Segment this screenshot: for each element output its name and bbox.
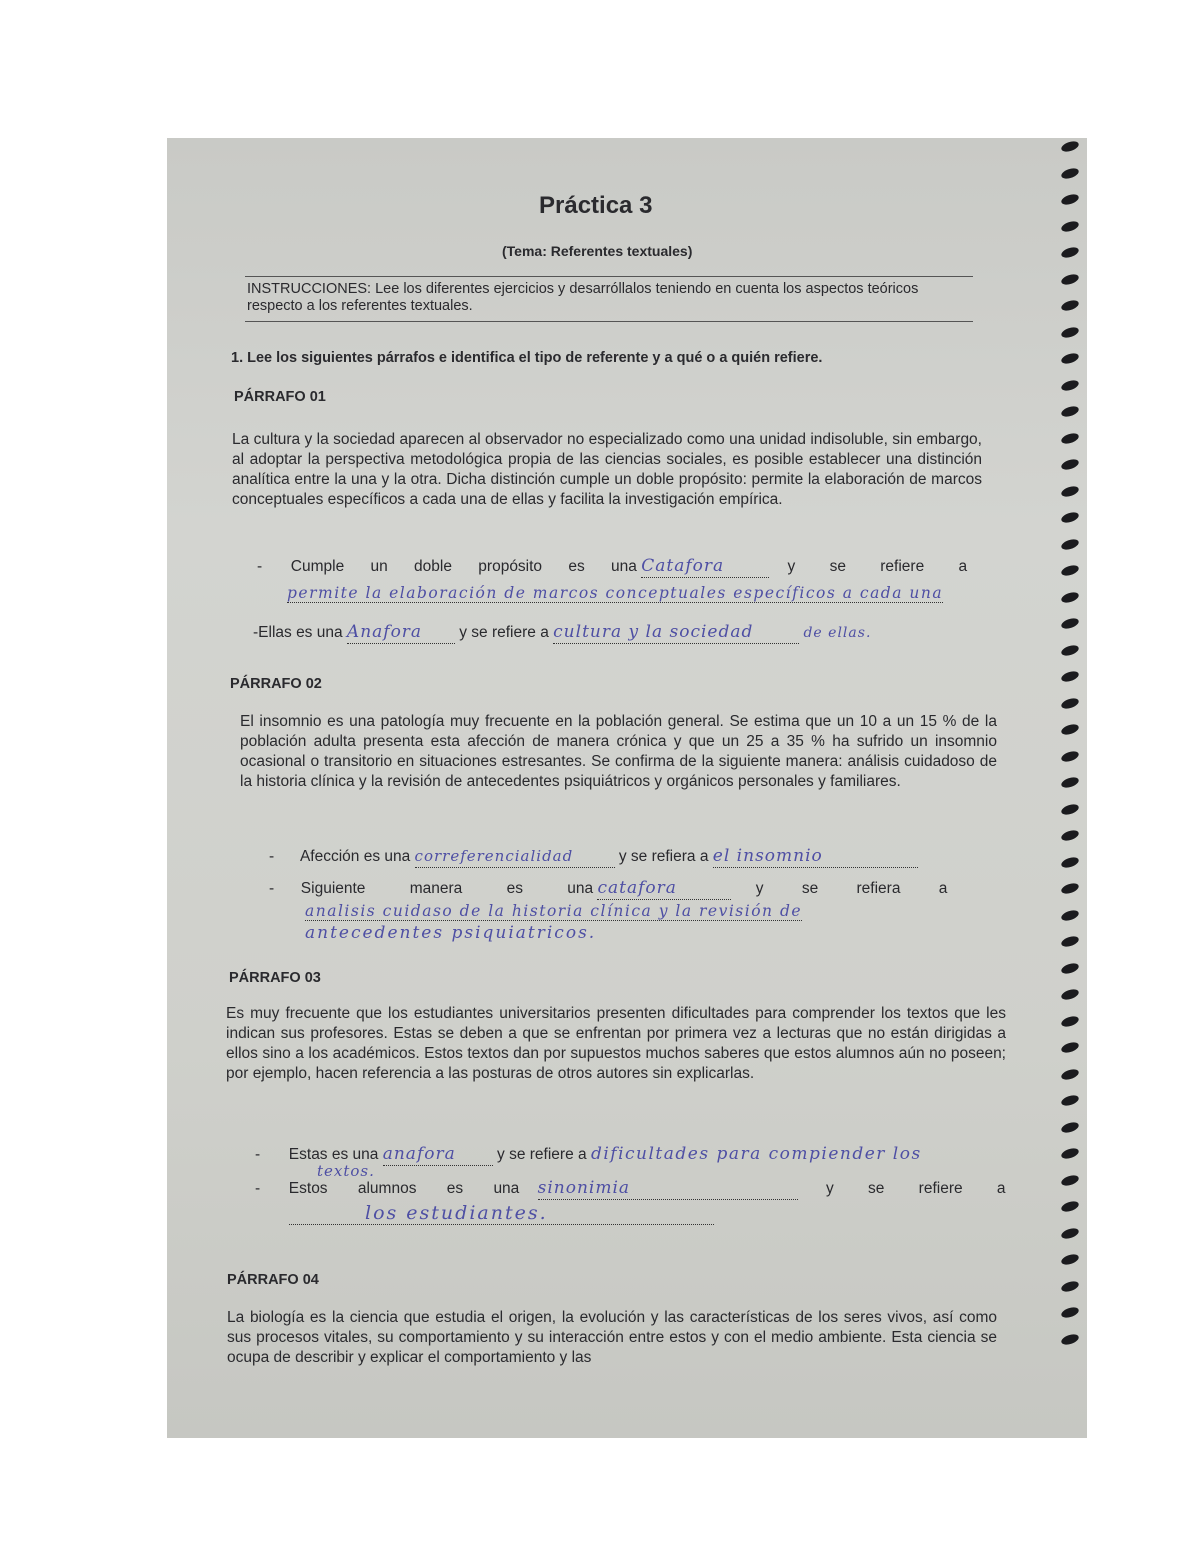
spiral-ring <box>1060 1305 1080 1319</box>
spiral-ring <box>1060 669 1080 683</box>
paragraph-03-heading: PÁRRAFO 03 <box>229 970 321 986</box>
p2-answer-2-mid: y se refiera a <box>755 880 948 897</box>
p1-answer-1 <box>257 556 992 578</box>
p3-answer-1-prefix: Estas es una <box>288 1146 379 1163</box>
paragraph-04-text: La biología es la ciencia que estudia el origen, la evolución y las características de los seres vivos, así como sus procesos vitales, su comportamiento y su interacción entre estos y con el medio ambiente. Esta ciencia se ocupa de describir y explicar el comportamiento y las <box>227 1309 997 1366</box>
spiral-ring <box>1060 590 1080 604</box>
paragraph-03-text: Es muy frecuente que los estudiantes universitarios presenten dificultades para comprender los textos que les indican sus profesores. Estas se deben a que se enfrentan por primera vez a lecturas que no están dirigidas a ellos sino a los académicos. Estos textos dan por supuestos muchos saberes que estos alumnos aún no poseen; por ejemplo, hacen referencia a las posturas de otros autores sin explicarlas. <box>226 1005 1006 1082</box>
p3-answer-2 <box>255 1178 1015 1200</box>
p3-answer-2-type: sinonimia <box>537 1178 631 1198</box>
spiral-ring <box>1060 325 1080 339</box>
spiral-ring <box>1060 775 1080 789</box>
p3-answer-1-type-blank[interactable] <box>383 1144 493 1166</box>
spiral-ring <box>1060 1093 1080 1107</box>
p2-answer-2-ref-blank[interactable] <box>305 902 1005 943</box>
p3-answer-1-ref: dificultades para compiender los <box>590 1144 922 1164</box>
p3-answer-2-prefix: Estos alumnos es una <box>288 1180 520 1197</box>
p1-answer-2-ref-blank[interactable] <box>553 622 799 644</box>
spiral-ring <box>1060 1014 1080 1028</box>
dash-bullet: - <box>257 558 263 575</box>
spiral-binding <box>1045 138 1085 1438</box>
spiral-ring <box>1060 166 1080 180</box>
p2-answer-2-ref: analisis cuidaso de la historia clínica y la revisión de <box>305 902 803 920</box>
spiral-ring <box>1060 245 1080 259</box>
spiral-ring <box>1060 1226 1080 1240</box>
spiral-ring <box>1060 1173 1080 1187</box>
p2-answer-1-type: correferencialidad <box>414 847 574 865</box>
spiral-ring <box>1060 1199 1080 1213</box>
paragraph-04-heading: PÁRRAFO 04 <box>227 1272 319 1288</box>
spiral-ring <box>1060 457 1080 471</box>
p2-answer-1-mid: y se refiera a <box>618 848 709 865</box>
spiral-ring <box>1060 510 1080 524</box>
spiral-ring <box>1060 749 1080 763</box>
spiral-ring <box>1060 1146 1080 1160</box>
p2-answer-1-type-blank[interactable] <box>415 846 615 868</box>
instructions-text: INSTRUCCIONES: Lee los diferentes ejercicios y desarróllalos teniendo en cuenta los aspectos teóricos respecto a los referentes textuales. <box>247 281 919 314</box>
spiral-ring <box>1060 855 1080 869</box>
p3-answer-2-ref-blank[interactable] <box>289 1202 714 1225</box>
spiral-ring <box>1060 139 1080 153</box>
p2-answer-1-ref: el insomnio <box>712 846 823 866</box>
paragraph-02-heading: PÁRRAFO 02 <box>230 676 322 692</box>
p1-answer-1-type: Catafora <box>641 556 725 576</box>
spiral-ring <box>1060 1120 1080 1134</box>
spiral-ring <box>1060 722 1080 736</box>
spiral-ring <box>1060 828 1080 842</box>
p3-answer-2-mid: y se refiere a <box>825 1180 1006 1197</box>
p1-answer-1-prefix: Cumple un doble propósito es una <box>290 558 637 575</box>
p1-answer-2-prefix: -Ellas es una <box>253 624 343 641</box>
paragraph-01-text: La cultura y la sociedad aparecen al observador no especializado como una unidad indisoluble, sin embargo, al adoptar la perspectiva metodológica propia de las ciencias sociales, es posible establecer una distinción analítica entre la una y la otra. Dicha distinción cumple un doble propósito: permite la elaboración de marcos conceptuales específicos a cada una de ellas y facilita la investigación empírica. <box>232 431 982 508</box>
spiral-ring <box>1060 934 1080 948</box>
spiral-ring <box>1060 431 1080 445</box>
dash-bullet: - <box>255 1146 261 1163</box>
spiral-ring <box>1060 987 1080 1001</box>
p2-answer-1-ref-blank[interactable] <box>713 846 918 868</box>
spiral-ring <box>1060 643 1080 657</box>
spiral-ring <box>1060 802 1080 816</box>
question-1: 1. Lee los siguientes párrafos e identifica el tipo de referente y a qué o a quién refiere. <box>231 350 823 366</box>
page-title: Práctica 3 <box>539 192 653 219</box>
spiral-ring <box>1060 616 1080 630</box>
p3-answer-2-type-blank[interactable] <box>538 1178 798 1200</box>
spiral-ring <box>1060 908 1080 922</box>
spiral-ring <box>1060 696 1080 710</box>
p3-answer-1-ref-extra: textos. <box>317 1162 375 1180</box>
spiral-ring <box>1060 961 1080 975</box>
spiral-ring <box>1060 881 1080 895</box>
p2-answer-2 <box>269 878 1004 900</box>
spiral-ring <box>1060 1067 1080 1081</box>
spiral-ring <box>1060 537 1080 551</box>
page-subtitle: (Tema: Referentes textuales) <box>502 243 693 259</box>
spiral-ring <box>1060 484 1080 498</box>
p2-answer-2-type-blank[interactable] <box>597 878 731 900</box>
p2-answer-1-prefix: Afección es una <box>299 848 411 865</box>
paragraph-02-text: El insomnio es una patología muy frecuente en la población general. Se estima que un 10 a un 15 % de la población adulta presenta esta afección de manera crónica y que un 25 a 35 % ha sufrido un insomnio ocasional o transitorio en situaciones estresantes. Se confirma de la siguiente manera: análisis cuidadoso de la historia clínica y la revisión de antecedentes psiquiátricos y orgánicos personales y familiares. <box>240 713 997 790</box>
spiral-ring <box>1060 1332 1080 1346</box>
p2-answer-2-type: catafora <box>597 878 677 898</box>
spiral-ring <box>1060 298 1080 312</box>
p1-answer-1-ref-blank[interactable] <box>287 584 1037 603</box>
p3-answer-1-type: anafora <box>382 1144 456 1164</box>
p1-answer-2-mid: y se refiere a <box>459 624 549 641</box>
p1-answer-1-type-blank[interactable] <box>641 556 769 578</box>
p2-answer-1 <box>269 846 1004 868</box>
p3-answer-2-ref: los estudiantes. <box>365 1202 548 1224</box>
p1-answer-2-ref-extra: de ellas. <box>803 625 872 641</box>
p2-answer-2-ref-extra: antecedentes psiquiatricos. <box>305 923 597 943</box>
p1-answer-2-type: Anafora <box>346 622 423 642</box>
spiral-ring <box>1060 378 1080 392</box>
p1-answer-1-ref: permite la elaboración de marcos conceptuales específicos a cada una <box>287 584 944 602</box>
spiral-ring <box>1060 1279 1080 1293</box>
p1-answer-2-type-blank[interactable] <box>347 622 455 644</box>
photographed-page <box>167 138 1087 1438</box>
dash-bullet: - <box>269 848 275 865</box>
spiral-ring <box>1060 404 1080 418</box>
p3-answer-1-mid: y se refiere a <box>497 1146 587 1163</box>
spiral-ring <box>1060 563 1080 577</box>
spiral-ring <box>1060 272 1080 286</box>
p1-answer-1-mid: y se refiere a <box>787 558 968 575</box>
spiral-ring <box>1060 1252 1080 1266</box>
p3-answer-1 <box>255 1144 1055 1166</box>
p1-answer-2 <box>253 622 998 644</box>
spiral-ring <box>1060 219 1080 233</box>
spiral-ring <box>1060 1040 1080 1054</box>
dash-bullet: - <box>269 880 275 897</box>
paragraph-01-heading: PÁRRAFO 01 <box>234 389 326 405</box>
p1-answer-2-ref: cultura y la sociedad <box>553 622 754 642</box>
p2-answer-2-prefix: Siguiente manera es una <box>300 880 594 897</box>
dash-bullet: - <box>255 1180 261 1197</box>
worksheet <box>217 138 1047 1438</box>
instructions-box <box>245 276 973 322</box>
spiral-ring <box>1060 192 1080 206</box>
spiral-ring <box>1060 351 1080 365</box>
